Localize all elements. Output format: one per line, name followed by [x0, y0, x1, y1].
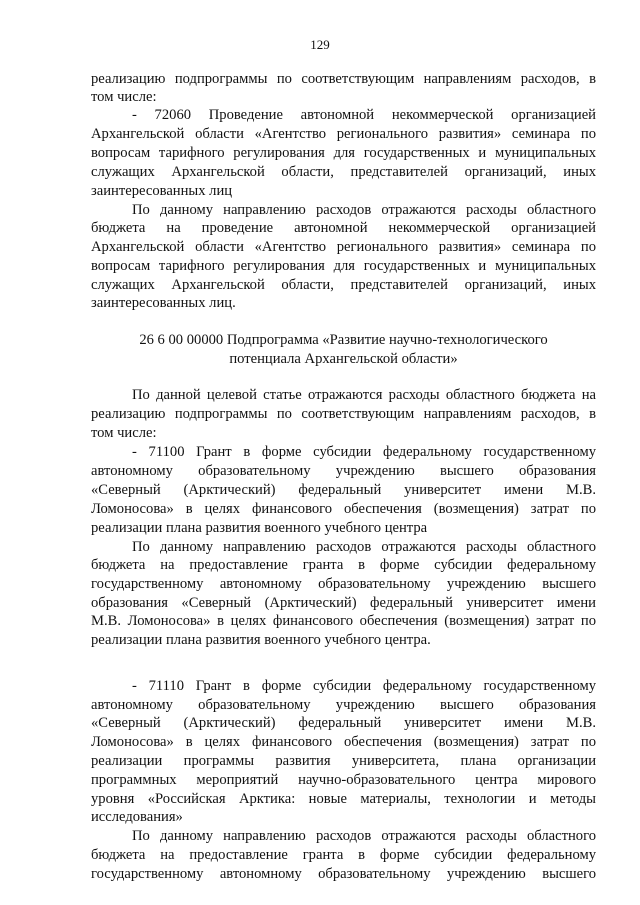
- text-line: бюджета на проведение автономной некоммерческой организацией: [91, 220, 596, 236]
- text-line: реализации плана развития военного учебного центра.: [91, 632, 431, 648]
- text-line: государственному автономному образовательному учреждению высшего: [91, 866, 596, 882]
- text-line: М.В. Ломоносова» в целях финансового обеспечения (возмещения) затрат по: [91, 613, 596, 629]
- text-line: образования «Северный (Арктический) федеральный университет имени: [91, 595, 596, 611]
- text-line: По данному направлению расходов отражаются расходы областного: [132, 202, 596, 218]
- section-heading-line: 26 6 00 00000 Подпрограмма «Развитие научно-технологического: [139, 332, 548, 348]
- text-line: том числе:: [91, 425, 157, 441]
- text-line: программных мероприятий научно-образовательного центра мирового: [91, 772, 596, 788]
- text-line: - 71100 Грант в форме субсидии федеральному государственному: [132, 444, 596, 460]
- text-line: служащих Архангельской области, представителей организаций, иных: [91, 277, 596, 293]
- text-line: - 71110 Грант в форме субсидии федеральному государственному: [132, 678, 596, 694]
- text-line: автономному образовательному учреждению высшего образования: [91, 463, 596, 479]
- section-heading-line: потенциала Архангельской области»: [229, 351, 458, 367]
- text-line: реализацию подпрограммы по соответствующим направлениям расходов, в: [91, 406, 596, 422]
- text-line: «Северный (Арктический) федеральный университет имени М.В.: [91, 482, 596, 498]
- text-line: заинтересованных лиц: [91, 183, 233, 199]
- text-line: том числе:: [91, 89, 157, 105]
- text-line: уровня «Российская Арктика: новые материалы, технологии и методы: [91, 791, 596, 807]
- text-line: бюджета на предоставление гранта в форме субсидии федеральному: [91, 847, 596, 863]
- text-line: По данной целевой статье отражаются расходы областного бюджета на: [132, 387, 596, 403]
- text-line: вопросам тарифного регулирования для государственных и муниципальных: [91, 145, 596, 161]
- text-line: По данному направлению расходов отражаются расходы областного: [132, 539, 596, 555]
- text-line: исследования»: [91, 809, 183, 825]
- text-line: «Северный (Арктический) федеральный университет имени М.В.: [91, 715, 596, 731]
- text-line: служащих Архангельской области, представителей организаций, иных: [91, 164, 596, 180]
- text-line: реализации программы развития университета, плана организации: [91, 753, 596, 769]
- text-line: реализацию подпрограммы по соответствующим направлениям расходов, в: [91, 71, 596, 87]
- text-line: Архангельской области «Агентство регионального развития» семинара по: [91, 126, 596, 142]
- text-line: По данному направлению расходов отражаются расходы областного: [132, 828, 596, 844]
- text-line: Архангельской области «Агентство регионального развития» семинара по: [91, 239, 596, 255]
- text-line: - 72060 Проведение автономной некоммерческой организацией: [132, 107, 596, 123]
- text-line: Ломоносова» в целях финансового обеспечения (возмещения) затрат по: [91, 734, 596, 750]
- text-line: заинтересованных лиц.: [91, 295, 236, 311]
- page-number: 129: [310, 37, 330, 52]
- text-line: бюджета на предоставление гранта в форме субсидии федеральному: [91, 557, 596, 573]
- text-line: Ломоносова» в целях финансового обеспечения (возмещения) затрат по: [91, 501, 596, 517]
- text-line: реализации плана развития военного учебного центра: [91, 520, 428, 536]
- text-line: вопросам тарифного регулирования для государственных и муниципальных: [91, 258, 596, 274]
- text-line: автономному образовательному учреждению высшего образования: [91, 697, 596, 713]
- text-line: государственному автономному образовательному учреждению высшего: [91, 576, 596, 592]
